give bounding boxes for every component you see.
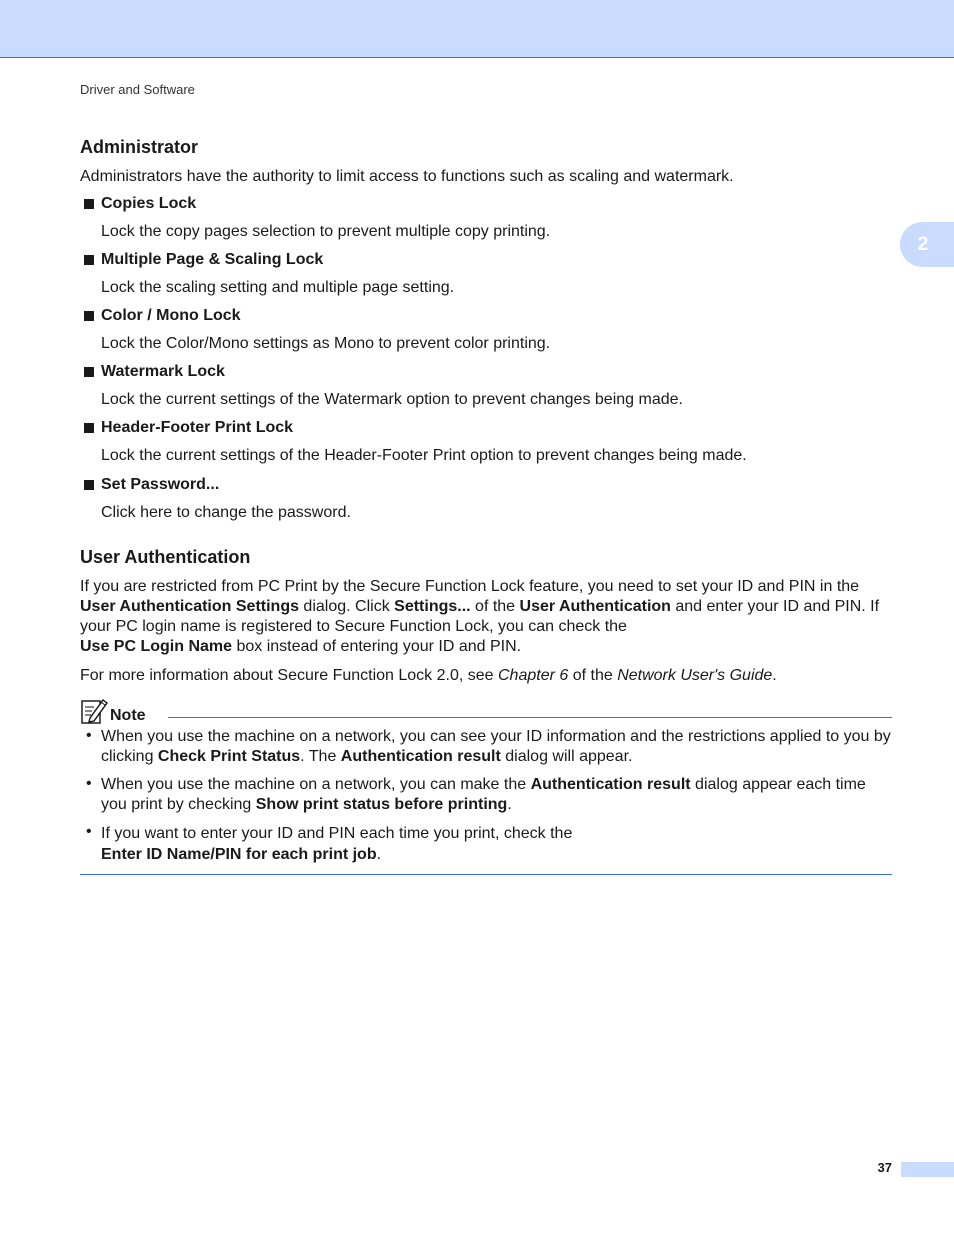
square-bullet-icon — [84, 480, 94, 490]
note-top-rule — [168, 717, 892, 718]
item-description: Lock the Color/Mono settings as Mono to prevent color printing. — [101, 335, 551, 352]
administrator-intro: Administrators have the authority to limit access to functions such as scaling and watermark. — [80, 168, 734, 185]
note-pencil-icon — [80, 697, 108, 725]
header-band — [0, 0, 954, 58]
bullet-dot: • — [86, 823, 92, 840]
user-auth-heading: User Authentication — [80, 547, 251, 567]
bullet-dot: • — [86, 775, 92, 792]
note-header — [80, 697, 146, 725]
list-item: Watermark Lock — [84, 363, 225, 381]
item-description: Lock the current settings of the Header-Footer Print option to prevent changes being made. — [101, 447, 747, 464]
list-item: Copies Lock — [84, 195, 196, 213]
list-item: Header-Footer Print Lock — [84, 419, 293, 437]
running-head: Driver and Software — [80, 82, 195, 97]
item-description: Lock the copy pages selection to prevent multiple copy printing. — [101, 223, 551, 240]
bullet-dot: • — [86, 727, 92, 744]
square-bullet-icon — [84, 311, 94, 321]
page-number-bar — [901, 1162, 954, 1177]
square-bullet-icon — [84, 367, 94, 377]
administrator-heading: Administrator — [80, 137, 199, 157]
list-item: Multiple Page & Scaling Lock — [84, 251, 323, 269]
note-bullet-2: When you use the machine on a network, you can make the Authentication result dialog appear each time you print by checking Show print status before printing. — [101, 776, 866, 813]
note-bullet-1: When you use the machine on a network, you can see your ID information and the restrictions applied to you by clicking Check Print Status. The Authentication result dialog will appear. — [101, 728, 891, 765]
list-item: Color / Mono Lock — [84, 307, 241, 325]
note-bullet-3: If you want to enter your ID and PIN each time you print, check the Enter ID Name/PIN for each print job. — [101, 825, 573, 863]
list-item: Set Password... — [84, 476, 219, 494]
note-label: Note — [110, 707, 146, 724]
reference-paragraph: For more information about Secure Function Lock 2.0, see Chapter 6 of the Network User's Guide. — [80, 667, 777, 684]
item-description: Click here to change the password. — [101, 504, 351, 521]
user-auth-paragraph: If you are restricted from PC Print by the Secure Function Lock feature, you need to set your ID and PIN in the User Authentication Settings dialog. Click Settings... of the User Authentication and enter your ID and PIN. If your PC login name is registered to Secure Function Lock, you can check the Use PC Login Name box instead of entering your ID and PIN. — [80, 578, 880, 655]
square-bullet-icon — [84, 423, 94, 433]
square-bullet-icon — [84, 255, 94, 265]
item-description: Lock the current settings of the Watermark option to prevent changes being made. — [101, 391, 683, 408]
page-number: 37 — [877, 1160, 892, 1175]
chapter-tab: 2 — [900, 222, 954, 267]
square-bullet-icon — [84, 199, 94, 209]
item-description: Lock the scaling setting and multiple page setting. — [101, 279, 455, 296]
note-bottom-rule — [80, 874, 892, 875]
